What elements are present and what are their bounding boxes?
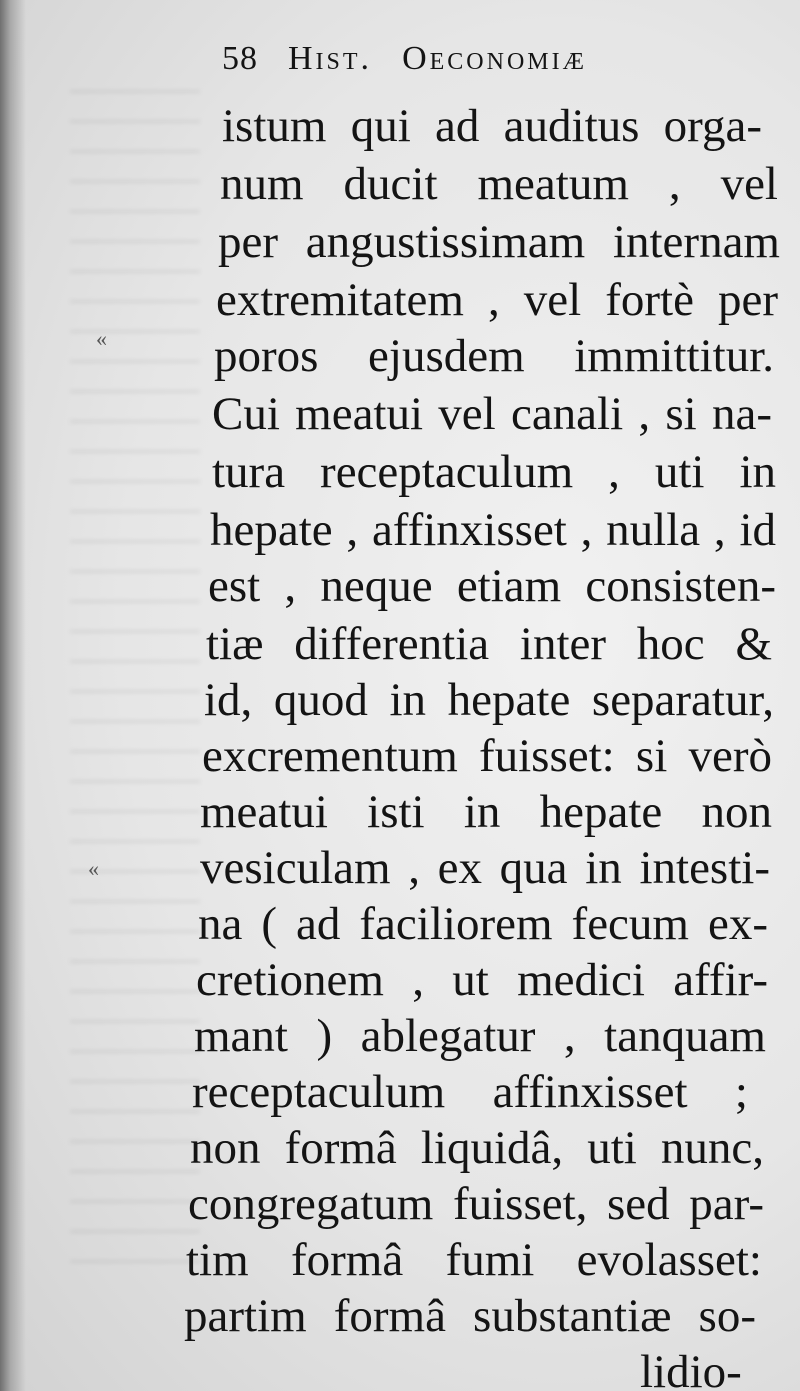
text-line: tiæ differentia inter hoc & bbox=[206, 618, 772, 670]
text-line: mant ) ablegatur , tanquam bbox=[194, 1010, 766, 1062]
text-line: meatui isti in hepate non bbox=[200, 786, 772, 838]
text-line: tura receptaculum , uti in bbox=[212, 446, 776, 498]
margin-mark: « bbox=[96, 326, 107, 351]
running-title-part2: Oeconomiæ bbox=[402, 40, 587, 77]
text-line: receptaculum affinxisset ; bbox=[192, 1066, 748, 1118]
catchword: lidio- bbox=[640, 1346, 742, 1391]
text-line: poros ejusdem immittitur. bbox=[214, 330, 774, 382]
margin-mark: « bbox=[88, 856, 99, 881]
text-line: est , neque etiam consisten- bbox=[208, 560, 776, 612]
text-line: extremitatem , vel fortè per bbox=[216, 274, 778, 326]
running-title-part1: Hist. bbox=[288, 40, 373, 77]
text-line: excrementum fuisset: si verò bbox=[202, 730, 772, 782]
text-line: num ducit meatum , vel bbox=[220, 158, 778, 210]
text-line: tim formâ fumi evolasset: bbox=[186, 1234, 762, 1286]
text-line: id, quod in hepate separatur, bbox=[204, 674, 774, 726]
text-line: partim formâ substantiæ so- bbox=[184, 1290, 756, 1342]
text-line: istum qui ad auditus orga- bbox=[222, 100, 762, 152]
text-line: na ( ad faciliorem fecum ex- bbox=[198, 898, 768, 950]
text-line: per angustissimam internam bbox=[218, 216, 780, 268]
text-line: non formâ liquidâ, uti nunc, bbox=[190, 1122, 764, 1174]
text-line: cretionem , ut medici affir- bbox=[196, 954, 768, 1006]
text-line: Cui meatui vel canali , si na- bbox=[212, 388, 772, 440]
page-number: 58 bbox=[222, 40, 258, 77]
text-line: hepate , affinxisset , nulla , id bbox=[210, 504, 776, 556]
text-line: vesiculam , ex qua in intesti- bbox=[200, 842, 770, 894]
text-line: congregatum fuisset, sed par- bbox=[188, 1178, 764, 1230]
